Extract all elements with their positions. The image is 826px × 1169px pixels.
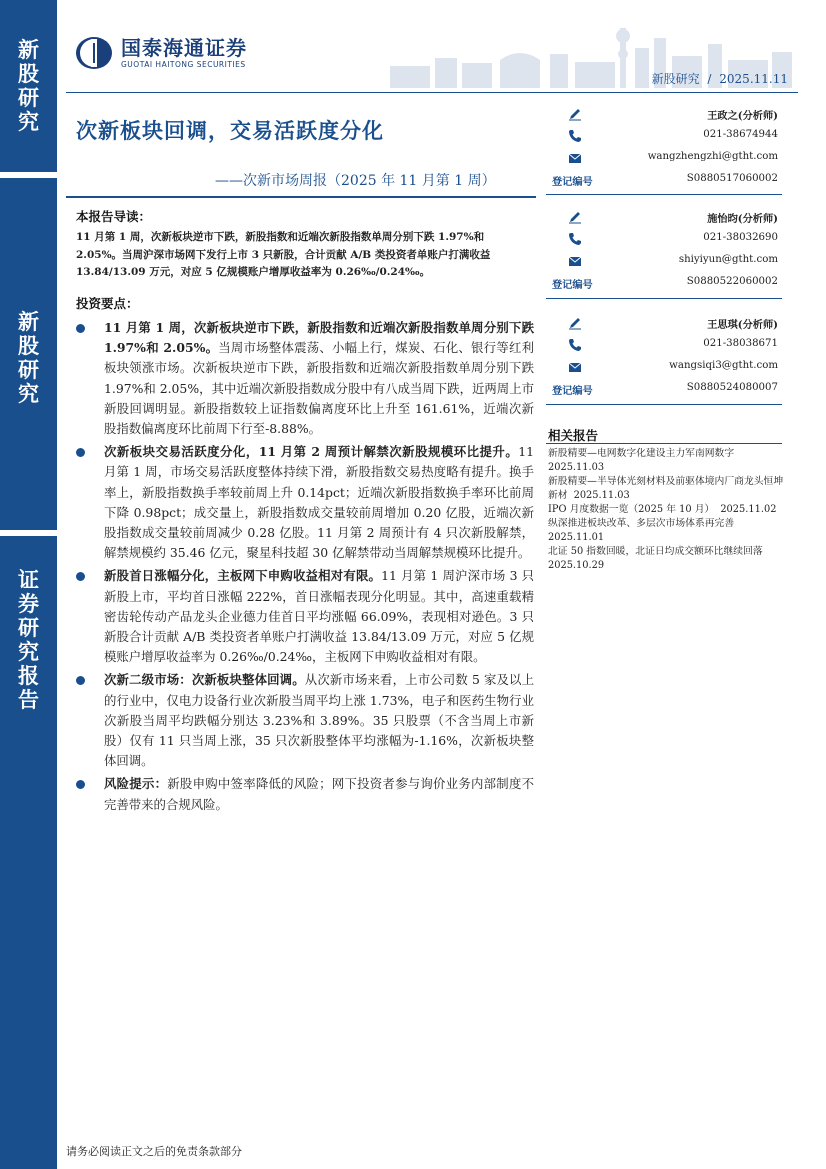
related-date: 2025.11.01 — [548, 532, 605, 543]
sidebar-char: 股 — [18, 334, 39, 358]
header-date: 2025.11.11 — [719, 72, 788, 86]
email-icon — [568, 151, 582, 165]
investment-points — [76, 318, 534, 818]
phone-icon — [568, 129, 582, 143]
related-reports — [548, 447, 786, 573]
guide-text: 11 月第 1 周，次新板块逆市下跌，新股指数和近端次新股指数单周分别下跌 1.97%和 2.05%。当周沪深市场网下发行上市 3 只新股，合计贡献 A/B 类投资者单账户打满收益 13.84/13.09 万元，对应 5 亿规模账户增厚收益率为 0.26‰/0.24‰。 — [76, 231, 491, 278]
pen-icon — [568, 316, 582, 330]
analyst-name: 施怡昀(分析师) — [707, 213, 778, 225]
reg-label: 登记编号 — [552, 385, 593, 397]
related-title[interactable]: 新股精要—电网数字化建设主力军南网数字 — [548, 448, 735, 459]
sidebar-char: 报 — [18, 664, 39, 688]
phone-icon — [568, 338, 582, 352]
reg-label: 登记编号 — [552, 279, 593, 291]
related-date: 2025.11.03 — [573, 490, 630, 501]
point-text: 11 月第 1 周，市场交易活跃度整体持续下滑，新股指数交易热度略有提升。换手率上，新股指数换手率较前周上升 0.14pct；近端次新股指数换手率环比前周下降 0.98pct；成交量上，新股指数成交量较前周增加 0.20 亿股，近端次新股指数成交量较前周减少 0.28 亿股。11 月第 2 周预计有 4 只次新股解禁，解禁规模约 35.46 亿元，聚星科技超 30 亿解禁带动当周解禁规模环比提升。 — [104, 444, 534, 561]
bullet-icon — [76, 780, 85, 789]
company-logo — [75, 36, 247, 70]
analyst-card — [546, 207, 778, 295]
bullet-icon — [76, 572, 85, 581]
sidebar-char: 研 — [18, 358, 39, 382]
sidebar-char: 究 — [18, 382, 39, 406]
point-bold: 次新板块交易活跃度分化，11 月第 2 周预计解禁次新股规模环比提升。 — [104, 444, 519, 460]
bullet-icon — [76, 324, 85, 333]
analyst-reg: S0880524080007 — [686, 382, 778, 393]
point-item — [76, 566, 534, 667]
sidebar-tag-new-stock-research — [0, 0, 57, 172]
reg-label: 登记编号 — [552, 176, 593, 188]
email-icon — [568, 360, 582, 374]
analyst-name: 王思琪(分析师) — [707, 319, 778, 331]
point-item — [76, 318, 534, 439]
analyst-card — [546, 104, 778, 192]
related-divider — [546, 443, 782, 444]
analyst-divider — [546, 194, 782, 195]
related-item[interactable] — [548, 517, 786, 545]
sidebar-char: 新 — [18, 38, 39, 62]
analyst-email: shiyiyun@gtht.com — [678, 254, 778, 265]
related-item[interactable] — [548, 503, 786, 517]
analyst-phone: 021-38674944 — [703, 129, 778, 140]
related-title[interactable]: 新股精要—半导体光刻材料及前驱体境内厂商龙头恒坤新材 — [548, 476, 784, 501]
sidebar-char: 证 — [18, 568, 39, 592]
related-item[interactable] — [548, 545, 786, 573]
header-meta — [652, 70, 788, 87]
logo-mark-icon — [75, 36, 113, 70]
related-title[interactable]: 北证 50 指数回暖，北证日均成交额环比继续回落 — [548, 546, 763, 557]
related-date: 2025.11.03 — [548, 462, 605, 473]
pen-icon — [568, 107, 582, 121]
related-date: 2025.10.29 — [548, 560, 605, 571]
phone-icon — [568, 232, 582, 246]
sidebar-char: 研 — [18, 616, 39, 640]
title-divider — [66, 196, 536, 198]
sidebar-char: 券 — [18, 592, 39, 616]
point-item — [76, 442, 534, 563]
analyst-email: wangzhengzhi@gtht.com — [647, 151, 778, 162]
point-item — [76, 670, 534, 771]
point-text: 当周市场整体震荡、小幅上行，煤炭、石化、银行等红利板块领涨市场。次新板块逆市下跌，新股指数和近端次新股指数单周分别下跌 1.97%和 2.05%，其中近端次新股指数成分股中有八成当周下跌，近两周上市新股回调明显。新股指数较上证指数偏离度环比上升至 161.61%，近端次新股指数偏离度环比前周下行至-8.88%。 — [104, 340, 535, 437]
sidebar-char: 研 — [18, 86, 39, 110]
pen-icon — [568, 210, 582, 224]
guide-heading: 本报告导读： — [76, 209, 152, 224]
related-title[interactable]: 纵深推进板块改革、多层次市场体系再完善 — [548, 518, 735, 529]
analyst-email: wangsiqi3@gtht.com — [669, 360, 778, 371]
analyst-reg: S0880522060002 — [686, 276, 778, 287]
related-title[interactable]: IPO 月度数据一览（2025 年 10 月） — [548, 504, 715, 515]
email-icon — [568, 254, 582, 268]
point-bold: 风险提示： — [104, 776, 168, 792]
bullet-icon — [76, 676, 85, 685]
point-bold: 新股首日涨幅分化，主板网下申购收益相对有限。 — [104, 568, 382, 584]
points-heading: 投资要点： — [76, 296, 139, 311]
related-heading: 相关报告 — [548, 428, 599, 443]
disclaimer-footer: 请务必阅读正文之后的免责条款部分 — [66, 1145, 242, 1158]
analyst-divider — [546, 404, 782, 405]
sidebar-tag-securities-report — [0, 536, 57, 1169]
report-subtitle: ——次新市场周报（2025 年 11 月第 1 周） — [215, 173, 496, 189]
point-item — [76, 774, 534, 814]
sidebar — [0, 0, 57, 1169]
sidebar-char: 告 — [18, 688, 39, 712]
point-text: 11 月第 1 周沪深市场 3 只新股上市，平均首日涨幅 222%，首日涨幅表现分化明显。其中，高速重载精密齿轮传动产品龙头企业德力佳首日平均涨幅 66.09%，表现相对逊色。3 只新股合计贡献 A/B 类投资者单账户打满收益 13.84/13.09 万元，对应 5 亿规模账户增厚收益率为 0.26‰/0.24‰，主板网下申购收益相对有限。 — [104, 568, 534, 665]
sidebar-tag-research — [0, 178, 57, 530]
analyst-divider — [546, 298, 782, 299]
analyst-card — [546, 313, 778, 401]
analyst-name: 王政之(分析师) — [707, 110, 778, 122]
analyst-phone: 021-38038671 — [703, 338, 778, 349]
header-separator: / — [707, 72, 712, 86]
logo-en-text: GUOTAI HAITONG SECURITIES — [121, 60, 246, 69]
sidebar-char: 股 — [18, 62, 39, 86]
sidebar-char: 究 — [18, 640, 39, 664]
sidebar-char: 新 — [18, 310, 39, 334]
header-category: 新股研究 — [651, 72, 700, 86]
sidebar-char: 究 — [18, 110, 39, 134]
logo-cn-text: 国泰海通证券 — [121, 36, 247, 60]
related-item[interactable] — [548, 475, 786, 503]
point-bold: 次新二级市场：次新板块整体回调。 — [104, 672, 305, 688]
point-text: 新股申购中签率降低的风险；网下投资者参与询价业务内部制度不完善带来的合规风险。 — [104, 776, 535, 812]
point-text: 从次新市场来看，上市公司数 5 家及以上的行业中，仅电力设备行业次新股当周平均上涨 1.73%，电子和医药生物行业次新股当周平均跌幅分别达 3.23%和 3.89%。35 只股票（不含当周上市新股）仅有 11 只当周上涨，35 只次新股整体平均涨幅为-1.16%，次新板块整体回调。 — [104, 672, 534, 769]
header-divider — [66, 92, 798, 93]
analyst-reg: S0880517060002 — [686, 173, 778, 184]
analyst-phone: 021-38032690 — [703, 232, 778, 243]
report-title: 次新板块回调，交易活跃度分化 — [76, 119, 384, 143]
point-bold: 11 月第 1 周，次新板块逆市下跌，新股指数和近端次新股指数单周分别下跌 1.97%和 2.05%。 — [104, 320, 534, 356]
related-item[interactable] — [548, 447, 786, 475]
bullet-icon — [76, 448, 85, 457]
related-date: 2025.11.02 — [720, 504, 777, 515]
